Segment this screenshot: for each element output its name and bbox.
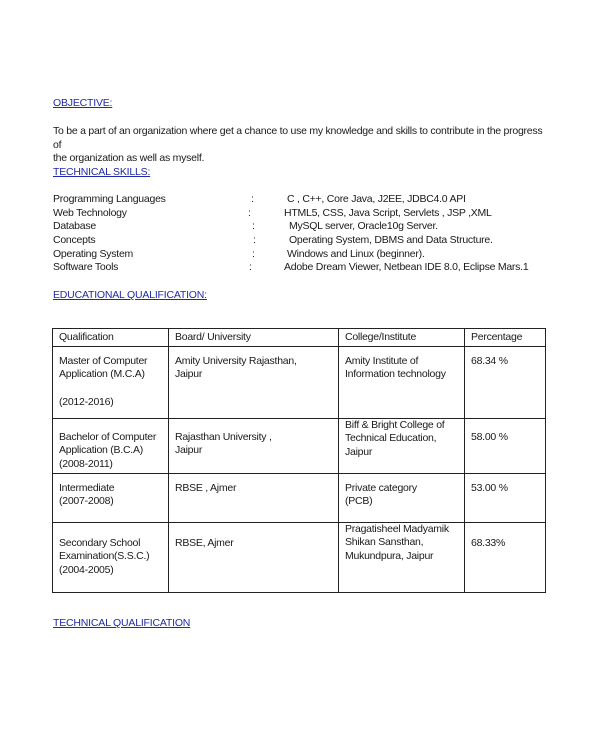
table-row bbox=[53, 523, 546, 593]
qualification-line: Examination(S.S.C.) bbox=[59, 550, 150, 563]
board-cell bbox=[169, 474, 339, 523]
percentage-cell: 53.00 % bbox=[465, 474, 546, 523]
college-line: Private category bbox=[345, 482, 417, 495]
board-line: RBSE, Ajmer bbox=[175, 537, 234, 550]
college-line: Amity Institute of bbox=[345, 355, 419, 368]
qualification-line: Master of Computer bbox=[59, 355, 148, 368]
educational-qualification-heading: EDUCATIONAL QUALIFICATION: bbox=[53, 289, 207, 301]
qualification-years: (2007-2008) bbox=[59, 495, 114, 508]
college-cell bbox=[339, 474, 465, 523]
qualification-years: (2004-2005) bbox=[59, 563, 114, 576]
skill-label: Database bbox=[53, 220, 96, 233]
education-table bbox=[52, 328, 546, 593]
college-line: Biff & Bright College of bbox=[345, 419, 445, 432]
column-header-college: College/Institute bbox=[339, 329, 465, 347]
skill-value: Adobe Dream Viewer, Netbean IDE 8.0, Eclipse Mars.1 bbox=[284, 261, 529, 274]
college-line: Information technology bbox=[345, 368, 446, 381]
skill-label: Operating System bbox=[53, 247, 134, 260]
skill-value: Windows and Linux (beginner). bbox=[287, 247, 425, 260]
percentage-cell: 68.34 % bbox=[465, 347, 546, 419]
college-line: (PCB) bbox=[345, 495, 373, 508]
board-cell bbox=[169, 523, 339, 593]
skill-separator: : bbox=[251, 193, 254, 205]
qualification-line: Application (B.C.A) bbox=[59, 444, 143, 457]
board-line: Amity University Rajasthan, bbox=[175, 355, 297, 368]
board-cell bbox=[169, 347, 339, 419]
skill-separator: : bbox=[249, 261, 252, 274]
skill-separator: : bbox=[252, 247, 255, 260]
objective-line-1: To be a part of an organization where get a chance to use my knowledge and skills to contribute in the progress of bbox=[53, 125, 543, 151]
objective-text bbox=[53, 125, 553, 166]
skill-separator: : bbox=[248, 206, 251, 219]
column-header-board: Board/ University bbox=[169, 329, 339, 347]
objective-heading: OBJECTIVE: bbox=[53, 97, 113, 109]
column-header-qualification: Qualification bbox=[53, 329, 169, 347]
skill-row bbox=[53, 220, 553, 234]
skill-row bbox=[53, 261, 553, 275]
skill-label: Concepts bbox=[53, 234, 96, 247]
skill-separator: : bbox=[253, 234, 256, 247]
skill-label: Programming Languages bbox=[53, 193, 166, 205]
college-line: Jaipur bbox=[345, 445, 373, 458]
skill-separator: : bbox=[252, 220, 255, 233]
qualification-line: Application (M.C.A) bbox=[59, 368, 145, 381]
qualification-cell bbox=[53, 419, 169, 474]
college-cell bbox=[339, 347, 465, 419]
percentage-cell: 68.33% bbox=[465, 523, 546, 593]
qualification-years: (2012-2016) bbox=[59, 395, 114, 408]
college-line: Technical Education, bbox=[345, 432, 437, 445]
skill-row bbox=[53, 193, 553, 207]
qualification-cell bbox=[53, 523, 169, 593]
column-header-percentage: Percentage bbox=[465, 329, 546, 347]
board-line: RBSE , Ajmer bbox=[175, 482, 237, 495]
skill-label: Web Technology bbox=[53, 206, 127, 219]
skill-row bbox=[53, 248, 553, 262]
technical-skills-list bbox=[53, 193, 553, 275]
qualification-years: (2008-2011) bbox=[59, 457, 113, 470]
technical-skills-heading: TECHNICAL SKILLS: bbox=[53, 166, 151, 178]
college-line: Mukundpura, Jaipur bbox=[345, 549, 434, 562]
qualification-cell bbox=[53, 347, 169, 419]
skill-row bbox=[53, 234, 553, 248]
board-line: Jaipur bbox=[175, 444, 203, 457]
qualification-line: Bachelor of Computer bbox=[59, 431, 157, 444]
qualification-line: Intermediate bbox=[59, 482, 115, 495]
skill-label: Software Tools bbox=[53, 261, 119, 274]
board-line: Jaipur bbox=[175, 368, 203, 381]
skill-value: Operating System, DBMS and Data Structure. bbox=[289, 234, 493, 247]
qualification-cell bbox=[53, 474, 169, 523]
percentage-cell: 58.00 % bbox=[465, 419, 546, 474]
table-header-row bbox=[53, 329, 546, 347]
board-cell bbox=[169, 419, 339, 474]
skill-value: HTML5, CSS, Java Script, Servlets , JSP ,XML bbox=[284, 206, 492, 219]
board-line: Rajasthan University , bbox=[175, 431, 272, 444]
table-row bbox=[53, 347, 546, 419]
skill-value: MySQL server, Oracle10g Server. bbox=[289, 220, 438, 233]
objective-line-2: the organization as well as myself. bbox=[53, 152, 205, 164]
technical-qualification-heading: TECHNICAL QUALIFICATION bbox=[53, 617, 191, 629]
skill-value: C , C++, Core Java, J2EE, JDBC4.0 API bbox=[287, 193, 466, 205]
college-cell bbox=[339, 419, 465, 474]
skill-row bbox=[53, 207, 553, 221]
college-line: Pragatisheel Madyamik bbox=[345, 523, 449, 536]
table-row bbox=[53, 419, 546, 474]
college-line: Shikan Sansthan, bbox=[345, 536, 424, 549]
table-row bbox=[53, 474, 546, 523]
college-cell bbox=[339, 523, 465, 593]
qualification-line: Secondary School bbox=[59, 537, 141, 550]
